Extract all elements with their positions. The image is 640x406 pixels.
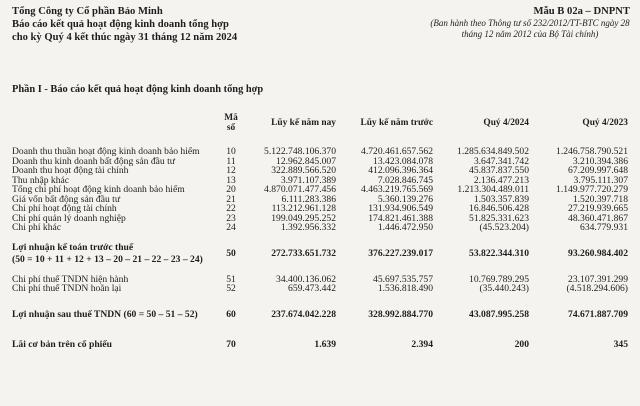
profit-after-tax-row: [12, 309, 632, 321]
row-code: 70: [226, 338, 236, 350]
header-code-line1: Mã: [224, 113, 238, 123]
eps-row: [12, 339, 632, 351]
row-q4-2024: 45.837.837.550: [469, 165, 529, 176]
row-ytd-current: 5.122.748.106.370: [264, 146, 336, 157]
row-ytd-previous: 1.536.818.490: [377, 283, 433, 294]
form-note: (Ban hành theo Thông tư số 232/2012/TT-BTC ngày 28 tháng 12 năm 2012 của Bộ Tài chính): [430, 18, 630, 39]
eps-label: Lãi cơ bản trên cổ phiếu: [12, 338, 112, 350]
row-ytd-previous: 2.394: [411, 338, 433, 350]
row-ytd-current: 659.473.442: [288, 283, 336, 294]
row-ytd-current: 199.049.295.252: [271, 212, 336, 224]
row-q4-2024: 10.769.789.295: [469, 273, 529, 285]
row-code: 20: [226, 184, 236, 195]
row-q4-2023: 1.520.397.718: [572, 193, 628, 205]
row-code: 22: [226, 203, 236, 214]
row-label: Chi phí khác: [12, 222, 62, 233]
row-ytd-current: 1.392.956.332: [280, 222, 336, 233]
row-label: Thu nhập khác: [12, 174, 70, 186]
row-ytd-current: 322.889.566.520: [271, 165, 336, 176]
row-code: 21: [226, 193, 236, 205]
row-label: Doanh thu kinh doanh bất động sản đầu tư: [12, 155, 175, 167]
row-ytd-previous: 4.720.461.657.562: [361, 146, 433, 157]
row-code: 52: [226, 283, 236, 294]
row-ytd-previous: 131.934.906.549: [368, 203, 433, 214]
row-q4-2024: (35.440.243): [479, 283, 529, 294]
row-q4-2024: 1.213.304.489.011: [457, 184, 529, 195]
row-q4-2024: 3.647.341.742: [473, 155, 529, 167]
report-header: [12, 5, 237, 44]
row-ytd-current: 272.733.651.732: [271, 247, 336, 259]
header-ytd-previous: Lũy kế năm trước: [360, 118, 433, 128]
row-q4-2023: 93.260.984.402: [568, 247, 628, 259]
row-q4-2024: (45.523.204): [479, 222, 529, 233]
row-q4-2024: 43.087.995.258: [469, 308, 529, 320]
row-label: Chi phí thuế TNDN hoãn lại: [12, 283, 122, 294]
row-ytd-current: 3.971.107.389: [280, 174, 336, 186]
row-code: 51: [226, 273, 236, 285]
section-title: Phần I - Báo cáo kết quả hoạt động kinh doanh tổng hợp: [12, 84, 264, 95]
table-row: [12, 284, 632, 294]
header-code: [218, 108, 244, 138]
form-header: [430, 5, 630, 40]
row-label: Giá vốn bất động sản đầu tư: [12, 193, 121, 205]
row-ytd-current: 6.111.283.386: [281, 193, 336, 205]
row-q4-2024: 16.846.506.428: [469, 203, 529, 214]
row-q4-2023: 1.246.758.790.521: [556, 146, 628, 157]
row-ytd-previous: 5.360.139.276: [377, 193, 433, 205]
row-ytd-current: 113.212.961.128: [271, 203, 336, 214]
row-q4-2023: 345: [613, 338, 628, 350]
profit-before-tax-label: Lợi nhuận kế toán trước thuế: [12, 241, 134, 253]
report-title: Báo cáo kết quả hoạt động kinh doanh tổng hợp: [12, 19, 229, 30]
company-name: Tổng Công ty Cổ phần Bảo Minh: [12, 6, 163, 17]
row-label: Doanh thu thuần hoạt động kinh doanh bảo hiểm: [12, 146, 200, 157]
row-ytd-previous: 1.446.472.950: [377, 222, 433, 233]
row-q4-2024: 2.136.477.213: [473, 174, 529, 186]
row-code: 50: [226, 247, 236, 259]
header-code-line2: số: [226, 123, 236, 133]
row-label: Chi phí quản lý doanh nghiệp: [12, 212, 126, 224]
row-ytd-current: 237.674.042.228: [271, 308, 336, 320]
row-ytd-previous: 174.821.461.388: [368, 212, 433, 224]
row-ytd-current: 12.962.845.007: [276, 155, 336, 167]
row-code: 13: [226, 174, 236, 186]
header-ytd-current: Lũy kế năm nay: [271, 118, 336, 128]
row-q4-2024: 53.822.344.310: [469, 247, 529, 259]
row-q4-2023: 3.795.111.307: [573, 174, 628, 186]
table-header-row: [12, 108, 632, 138]
header-q4-2024: Quý 4/2024: [483, 118, 529, 128]
row-ytd-previous: 376.227.239.017: [368, 247, 433, 259]
row-ytd-current: 34.400.136.062: [276, 273, 336, 285]
profit-before-tax-row: [12, 242, 632, 254]
row-ytd-current: 4.870.071.477.456: [264, 184, 336, 195]
table-row: [12, 223, 632, 233]
row-code: 23: [226, 212, 236, 224]
income-statement-table: [12, 108, 632, 351]
row-label: Doanh thu hoạt động tài chính: [12, 165, 129, 176]
header-q4-2023: Quý 4/2023: [582, 118, 628, 128]
row-ytd-previous: 7.028.846.745: [377, 174, 433, 186]
profit-after-tax-label: Lợi nhuận sau thuế TNDN (60 = 50 – 51 – 52): [12, 308, 198, 320]
row-ytd-previous: 45.697.535.757: [373, 273, 433, 285]
report-period: cho kỳ Quý 4 kết thúc ngày 31 tháng 12 năm 2024: [12, 32, 238, 43]
row-ytd-previous: 412.096.396.364: [368, 165, 433, 176]
row-q4-2023: 67.209.997.648: [568, 165, 628, 176]
row-q4-2023: (4.518.294.606): [566, 283, 628, 294]
row-ytd-current: 1.639: [314, 338, 336, 350]
row-label: Tổng chi phí hoạt động kinh doanh bảo hiểm: [12, 184, 185, 195]
row-q4-2024: 1.285.634.849.502: [457, 146, 529, 157]
row-ytd-previous: 4.463.219.765.569: [361, 184, 433, 195]
row-q4-2024: 200: [514, 338, 529, 350]
row-q4-2023: 634.779.931: [580, 222, 628, 233]
row-code: 60: [226, 308, 236, 320]
row-code: 24: [226, 222, 236, 233]
row-code: 11: [226, 155, 236, 167]
profit-before-tax-formula: (50 = 10 + 11 + 12 + 13 – 20 – 21 – 22 – 23 – 24): [12, 253, 203, 265]
row-label: Chi phí thuế TNDN hiện hành: [12, 273, 129, 285]
row-q4-2023: 23.107.391.299: [568, 273, 628, 285]
row-q4-2024: 1.503.357.839: [473, 193, 529, 205]
row-q4-2023: 3.210.394.386: [572, 155, 628, 167]
row-q4-2023: 27.219.939.665: [568, 203, 628, 214]
row-code: 12: [226, 165, 236, 176]
row-ytd-previous: 328.992.884.770: [368, 308, 433, 320]
row-ytd-previous: 13.423.084.078: [373, 155, 433, 167]
row-q4-2023: 1.149.977.720.279: [556, 184, 628, 195]
row-q4-2024: 51.825.331.623: [469, 212, 529, 224]
header-label-cell: [12, 108, 218, 138]
row-q4-2023: 74.671.887.709: [568, 308, 628, 320]
form-code: Mẫu B 02a – DNPNT: [533, 6, 630, 17]
row-q4-2023: 48.360.471.867: [568, 212, 628, 224]
row-label: Chi phí hoạt động tài chính: [12, 203, 117, 214]
row-code: 10: [226, 146, 236, 157]
